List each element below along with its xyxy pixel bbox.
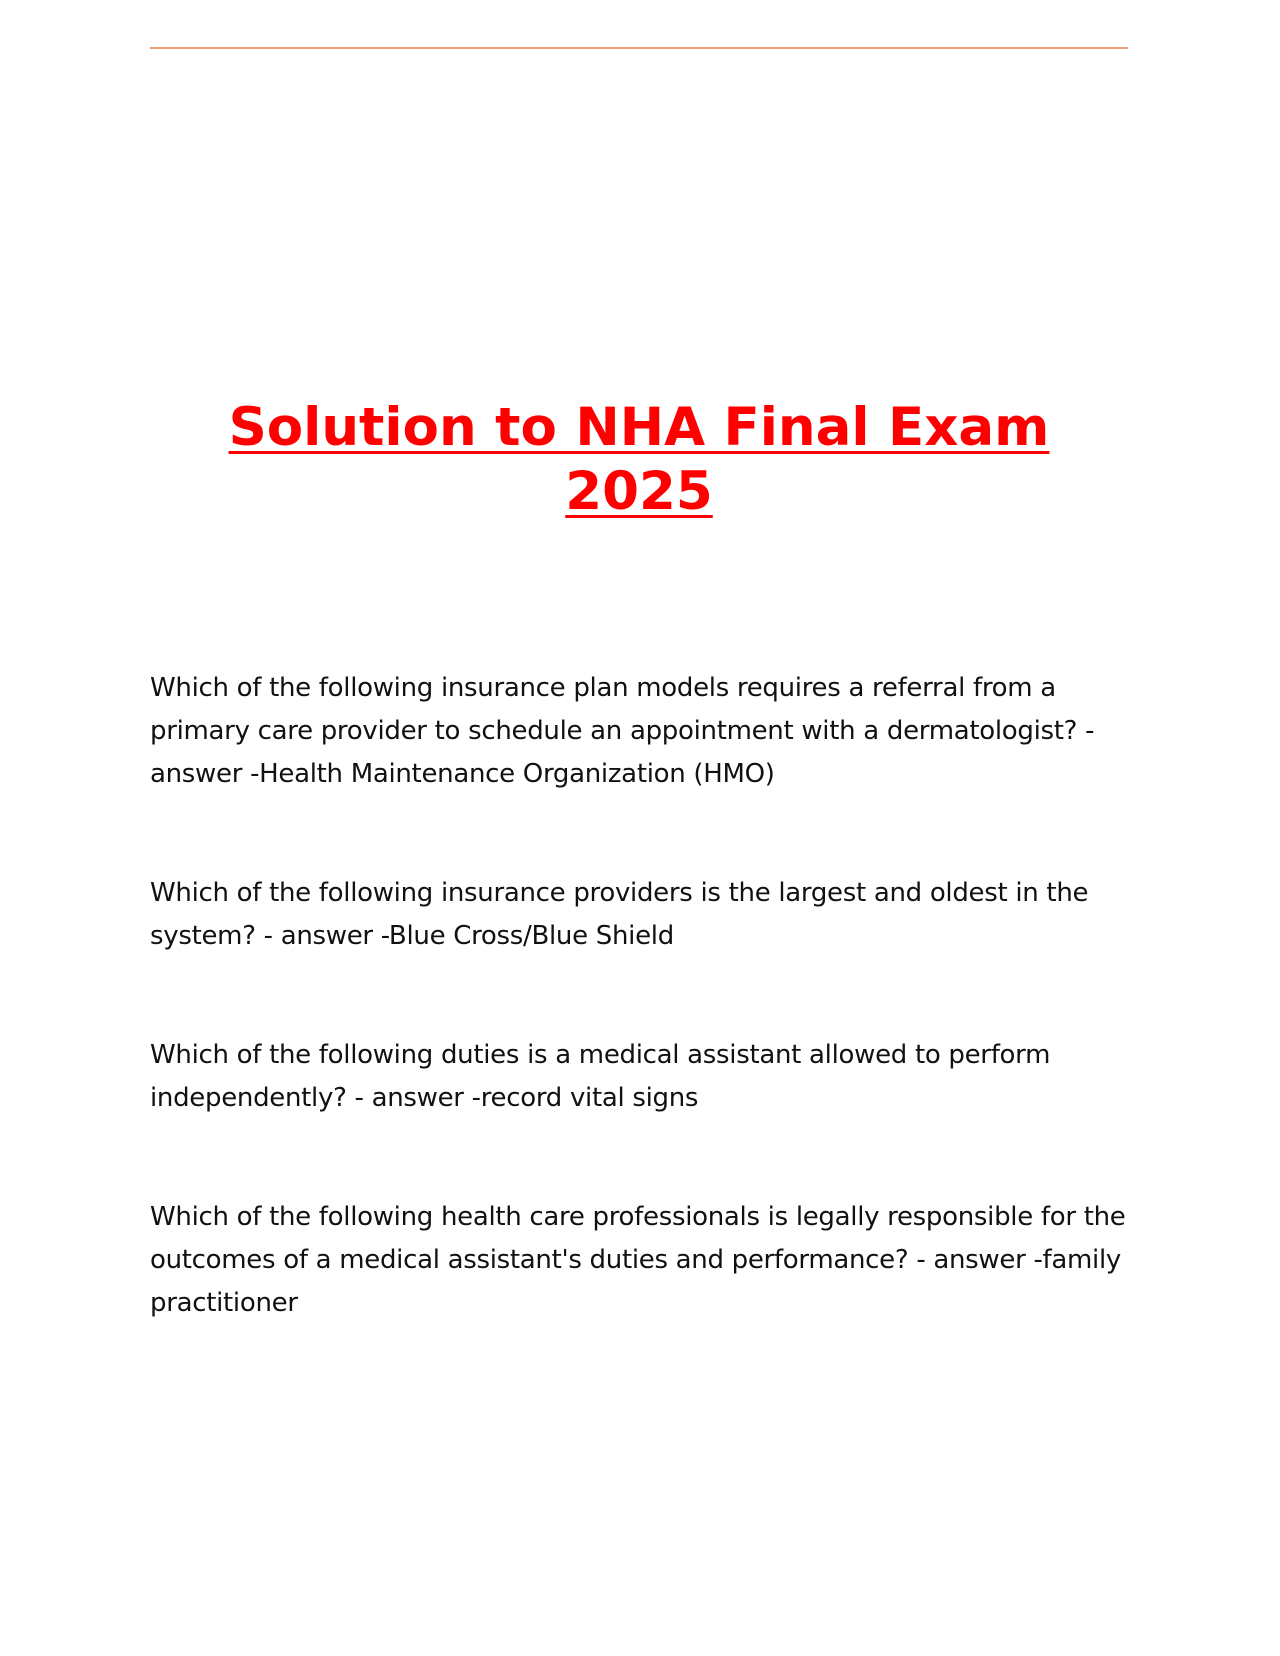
header-rule <box>150 47 1128 49</box>
qa-item: Which of the following health care professionals is legally responsible for the outcomes of a medical assistant's duties and performance? - answer -family practitioner <box>150 1202 1126 1318</box>
document-title: Solution to NHA Final Exam 2025 <box>228 397 1050 522</box>
qa-list <box>150 667 1128 1325</box>
qa-item: Which of the following insurance providers is the largest and oldest in the system? - answer -Blue Cross/Blue Shield <box>150 878 1089 951</box>
qa-item: Which of the following duties is a medical assistant allowed to perform independently? - answer -record vital signs <box>150 1040 1051 1113</box>
qa-item: Which of the following insurance plan models requires a referral from a primary care provider to schedule an appointment with a dermatologist? - answer -Health Maintenance Organization (HMO) <box>150 673 1095 789</box>
